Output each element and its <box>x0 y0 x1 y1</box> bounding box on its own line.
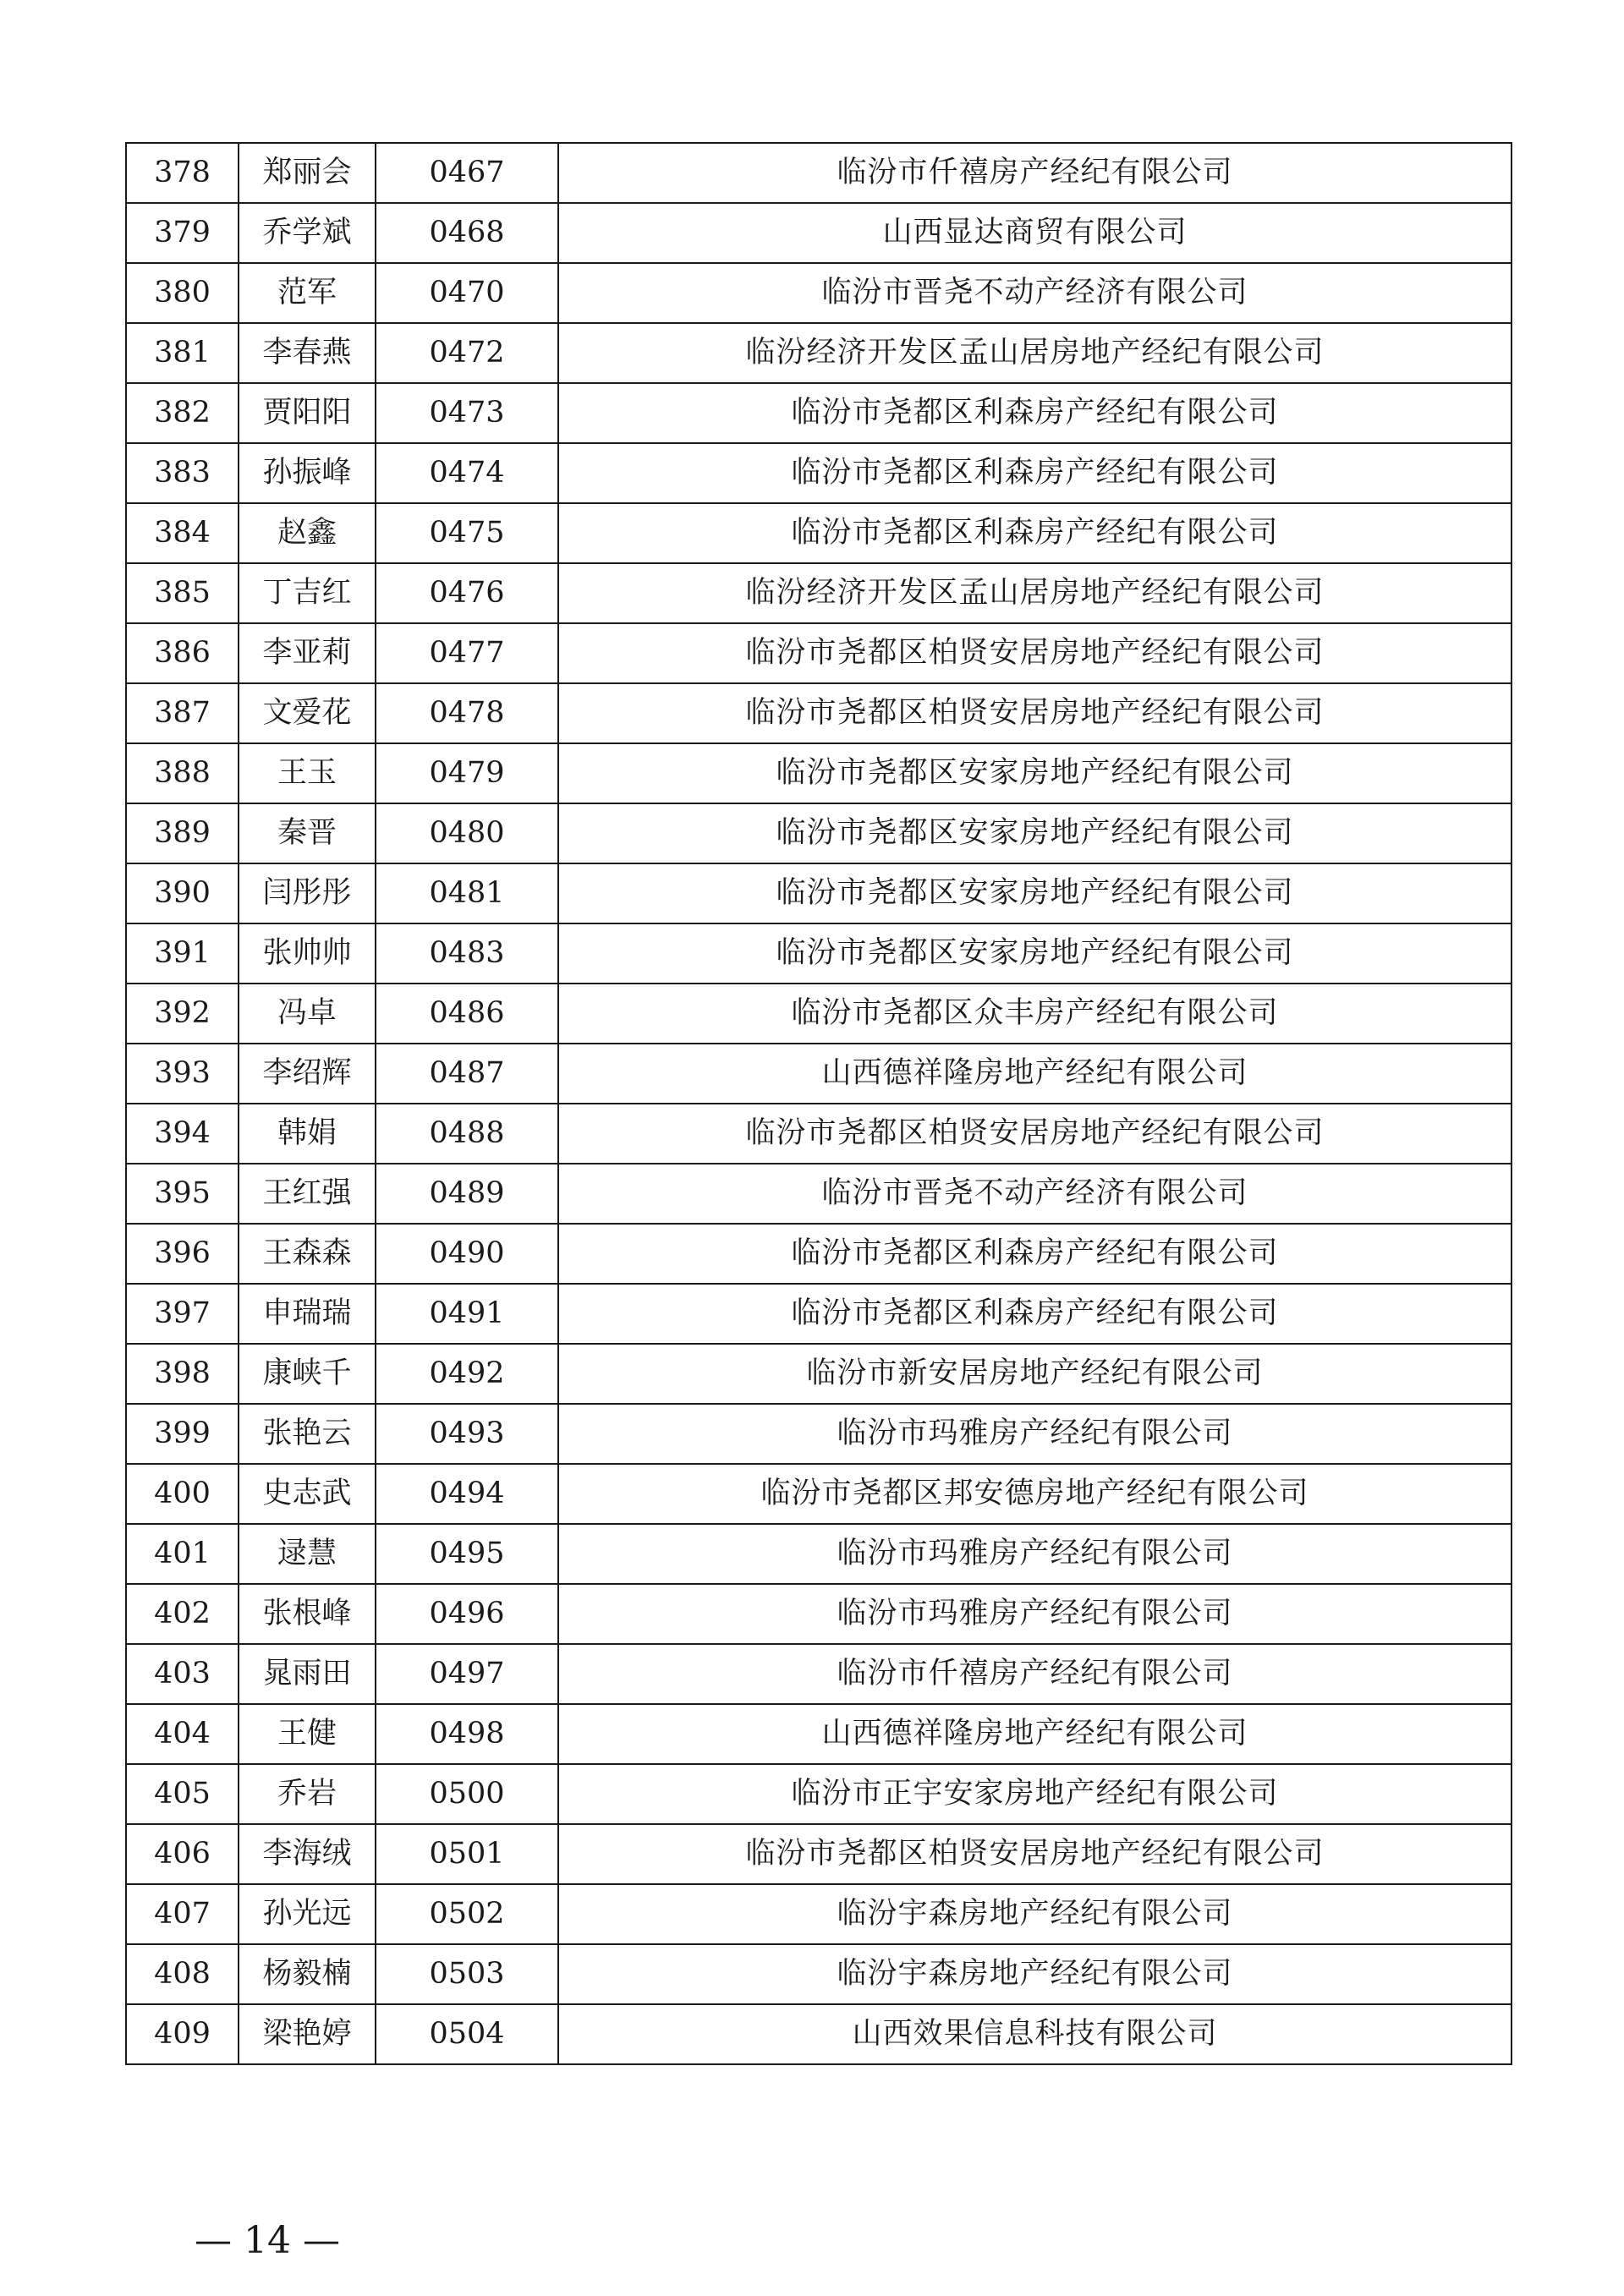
certificate-code-cell: 0486 <box>376 984 558 1044</box>
person-name-cell: 丁吉红 <box>239 563 376 623</box>
table-row <box>126 683 1512 743</box>
certificate-code-cell: 0494 <box>376 1464 558 1524</box>
person-name-cell: 晁雨田 <box>239 1644 376 1704</box>
company-name-cell: 临汾市晋尧不动产经济有限公司 <box>558 1164 1512 1224</box>
table-row <box>126 1764 1512 1824</box>
company-name-cell: 临汾经济开发区孟山居房地产经纪有限公司 <box>558 563 1512 623</box>
certificate-code-cell: 0481 <box>376 863 558 923</box>
certificate-code-cell: 0491 <box>376 1284 558 1344</box>
person-name-cell: 梁艳婷 <box>239 2004 376 2064</box>
person-name-cell: 孙振峰 <box>239 443 376 503</box>
person-name-cell: 郑丽会 <box>239 143 376 203</box>
row-number-cell: 390 <box>126 863 239 923</box>
company-name-cell: 临汾市尧都区安家房地产经纪有限公司 <box>558 923 1512 984</box>
row-number-cell: 381 <box>126 323 239 383</box>
row-number-cell: 378 <box>126 143 239 203</box>
row-number-cell: 392 <box>126 984 239 1044</box>
person-name-cell: 张艳云 <box>239 1404 376 1464</box>
certificate-code-cell: 0477 <box>376 623 558 683</box>
certificate-code-cell: 0468 <box>376 203 558 263</box>
row-number-cell: 400 <box>126 1464 239 1524</box>
person-name-cell: 王红强 <box>239 1164 376 1224</box>
row-number-cell: 409 <box>126 2004 239 2064</box>
row-number-cell: 408 <box>126 1944 239 2004</box>
person-name-cell: 李亚莉 <box>239 623 376 683</box>
certificate-code-cell: 0475 <box>376 503 558 563</box>
company-name-cell: 临汾市玛雅房产经纪有限公司 <box>558 1584 1512 1644</box>
row-number-cell: 380 <box>126 263 239 323</box>
row-number-cell: 385 <box>126 563 239 623</box>
company-name-cell: 临汾市尧都区柏贤安居房地产经纪有限公司 <box>558 683 1512 743</box>
person-name-cell: 张帅帅 <box>239 923 376 984</box>
company-name-cell: 山西显达商贸有限公司 <box>558 203 1512 263</box>
person-name-cell: 逯慧 <box>239 1524 376 1584</box>
row-number-cell: 404 <box>126 1704 239 1764</box>
table-row <box>126 1884 1512 1944</box>
person-name-cell: 赵鑫 <box>239 503 376 563</box>
certificate-code-cell: 0488 <box>376 1104 558 1164</box>
person-name-cell: 乔岩 <box>239 1764 376 1824</box>
company-name-cell: 临汾市尧都区利森房产经纪有限公司 <box>558 1224 1512 1284</box>
certificate-code-cell: 0489 <box>376 1164 558 1224</box>
person-name-cell: 贾阳阳 <box>239 383 376 443</box>
roster-table <box>125 142 1512 2065</box>
certificate-code-cell: 0496 <box>376 1584 558 1644</box>
company-name-cell: 临汾市尧都区柏贤安居房地产经纪有限公司 <box>558 623 1512 683</box>
company-name-cell: 临汾宇森房地产经纪有限公司 <box>558 1884 1512 1944</box>
company-name-cell: 临汾市尧都区众丰房产经纪有限公司 <box>558 984 1512 1044</box>
table-row <box>126 984 1512 1044</box>
table-row <box>126 1644 1512 1704</box>
company-name-cell: 临汾市晋尧不动产经济有限公司 <box>558 263 1512 323</box>
row-number-cell: 397 <box>126 1284 239 1344</box>
company-name-cell: 临汾市正宇安家房地产经纪有限公司 <box>558 1764 1512 1824</box>
company-name-cell: 临汾市新安居房地产经纪有限公司 <box>558 1344 1512 1404</box>
row-number-cell: 407 <box>126 1884 239 1944</box>
person-name-cell: 申瑞瑞 <box>239 1284 376 1344</box>
table-row <box>126 143 1512 203</box>
company-name-cell: 临汾市尧都区柏贤安居房地产经纪有限公司 <box>558 1824 1512 1884</box>
row-number-cell: 406 <box>126 1824 239 1884</box>
table-row <box>126 1404 1512 1464</box>
table-row <box>126 503 1512 563</box>
company-name-cell: 山西效果信息科技有限公司 <box>558 2004 1512 2064</box>
row-number-cell: 403 <box>126 1644 239 1704</box>
table-row <box>126 1044 1512 1104</box>
company-name-cell: 临汾市尧都区利森房产经纪有限公司 <box>558 443 1512 503</box>
company-name-cell: 山西德祥隆房地产经纪有限公司 <box>558 1044 1512 1104</box>
certificate-code-cell: 0490 <box>376 1224 558 1284</box>
company-name-cell: 临汾市尧都区安家房地产经纪有限公司 <box>558 803 1512 863</box>
table-row <box>126 803 1512 863</box>
company-name-cell: 临汾市玛雅房产经纪有限公司 <box>558 1404 1512 1464</box>
company-name-cell: 临汾市玛雅房产经纪有限公司 <box>558 1524 1512 1584</box>
certificate-code-cell: 0504 <box>376 2004 558 2064</box>
certificate-code-cell: 0497 <box>376 1644 558 1704</box>
table-row <box>126 2004 1512 2064</box>
certificate-code-cell: 0483 <box>376 923 558 984</box>
company-name-cell: 临汾经济开发区孟山居房地产经纪有限公司 <box>558 323 1512 383</box>
certificate-code-cell: 0503 <box>376 1944 558 2004</box>
company-name-cell: 山西德祥隆房地产经纪有限公司 <box>558 1704 1512 1764</box>
person-name-cell: 张根峰 <box>239 1584 376 1644</box>
certificate-code-cell: 0492 <box>376 1344 558 1404</box>
certificate-code-cell: 0501 <box>376 1824 558 1884</box>
company-name-cell: 临汾市尧都区邦安德房地产经纪有限公司 <box>558 1464 1512 1524</box>
certificate-code-cell: 0480 <box>376 803 558 863</box>
company-name-cell: 临汾市仟禧房产经纪有限公司 <box>558 143 1512 203</box>
person-name-cell: 康峡千 <box>239 1344 376 1404</box>
table-row <box>126 1584 1512 1644</box>
table-row <box>126 323 1512 383</box>
table-row <box>126 1104 1512 1164</box>
table-row <box>126 1164 1512 1224</box>
row-number-cell: 384 <box>126 503 239 563</box>
company-name-cell: 临汾市尧都区利森房产经纪有限公司 <box>558 383 1512 443</box>
table-row <box>126 383 1512 443</box>
certificate-code-cell: 0467 <box>376 143 558 203</box>
table-row <box>126 923 1512 984</box>
person-name-cell: 李海绒 <box>239 1824 376 1884</box>
certificate-code-cell: 0502 <box>376 1884 558 1944</box>
person-name-cell: 冯卓 <box>239 984 376 1044</box>
company-name-cell: 临汾市尧都区安家房地产经纪有限公司 <box>558 863 1512 923</box>
row-number-cell: 388 <box>126 743 239 803</box>
certificate-code-cell: 0473 <box>376 383 558 443</box>
row-number-cell: 382 <box>126 383 239 443</box>
row-number-cell: 399 <box>126 1404 239 1464</box>
company-name-cell: 临汾市尧都区利森房产经纪有限公司 <box>558 503 1512 563</box>
certificate-code-cell: 0476 <box>376 563 558 623</box>
company-name-cell: 临汾宇森房地产经纪有限公司 <box>558 1944 1512 2004</box>
page-number: — 14 — <box>195 2219 340 2262</box>
table-row <box>126 203 1512 263</box>
row-number-cell: 393 <box>126 1044 239 1104</box>
roster-table-body <box>126 143 1512 2064</box>
person-name-cell: 李绍辉 <box>239 1044 376 1104</box>
person-name-cell: 李春燕 <box>239 323 376 383</box>
table-row <box>126 863 1512 923</box>
person-name-cell: 王森森 <box>239 1224 376 1284</box>
certificate-code-cell: 0472 <box>376 323 558 383</box>
table-row <box>126 1344 1512 1404</box>
certificate-code-cell: 0479 <box>376 743 558 803</box>
person-name-cell: 文爱花 <box>239 683 376 743</box>
table-row <box>126 563 1512 623</box>
certificate-code-cell: 0493 <box>376 1404 558 1464</box>
company-name-cell: 临汾市尧都区安家房地产经纪有限公司 <box>558 743 1512 803</box>
table-row <box>126 1704 1512 1764</box>
row-number-cell: 398 <box>126 1344 239 1404</box>
row-number-cell: 395 <box>126 1164 239 1224</box>
table-row <box>126 1824 1512 1884</box>
table-row <box>126 623 1512 683</box>
company-name-cell: 临汾市尧都区柏贤安居房地产经纪有限公司 <box>558 1104 1512 1164</box>
table-row <box>126 1944 1512 2004</box>
row-number-cell: 386 <box>126 623 239 683</box>
certificate-code-cell: 0487 <box>376 1044 558 1104</box>
row-number-cell: 389 <box>126 803 239 863</box>
row-number-cell: 402 <box>126 1584 239 1644</box>
person-name-cell: 乔学斌 <box>239 203 376 263</box>
table-row <box>126 1284 1512 1344</box>
row-number-cell: 401 <box>126 1524 239 1584</box>
row-number-cell: 405 <box>126 1764 239 1824</box>
company-name-cell: 临汾市仟禧房产经纪有限公司 <box>558 1644 1512 1704</box>
person-name-cell: 史志武 <box>239 1464 376 1524</box>
row-number-cell: 394 <box>126 1104 239 1164</box>
table-row <box>126 443 1512 503</box>
person-name-cell: 杨毅楠 <box>239 1944 376 2004</box>
certificate-code-cell: 0495 <box>376 1524 558 1584</box>
row-number-cell: 387 <box>126 683 239 743</box>
company-name-cell: 临汾市尧都区利森房产经纪有限公司 <box>558 1284 1512 1344</box>
person-name-cell: 秦晋 <box>239 803 376 863</box>
person-name-cell: 范军 <box>239 263 376 323</box>
table-row <box>126 1524 1512 1584</box>
table-row <box>126 743 1512 803</box>
certificate-code-cell: 0498 <box>376 1704 558 1764</box>
certificate-code-cell: 0470 <box>376 263 558 323</box>
table-row <box>126 1224 1512 1284</box>
table-row <box>126 1464 1512 1524</box>
person-name-cell: 韩娟 <box>239 1104 376 1164</box>
row-number-cell: 379 <box>126 203 239 263</box>
row-number-cell: 396 <box>126 1224 239 1284</box>
certificate-code-cell: 0500 <box>376 1764 558 1824</box>
table-row <box>126 263 1512 323</box>
row-number-cell: 383 <box>126 443 239 503</box>
person-name-cell: 孙光远 <box>239 1884 376 1944</box>
certificate-code-cell: 0474 <box>376 443 558 503</box>
person-name-cell: 闫彤彤 <box>239 863 376 923</box>
person-name-cell: 王健 <box>239 1704 376 1764</box>
person-name-cell: 王玉 <box>239 743 376 803</box>
row-number-cell: 391 <box>126 923 239 984</box>
certificate-code-cell: 0478 <box>376 683 558 743</box>
